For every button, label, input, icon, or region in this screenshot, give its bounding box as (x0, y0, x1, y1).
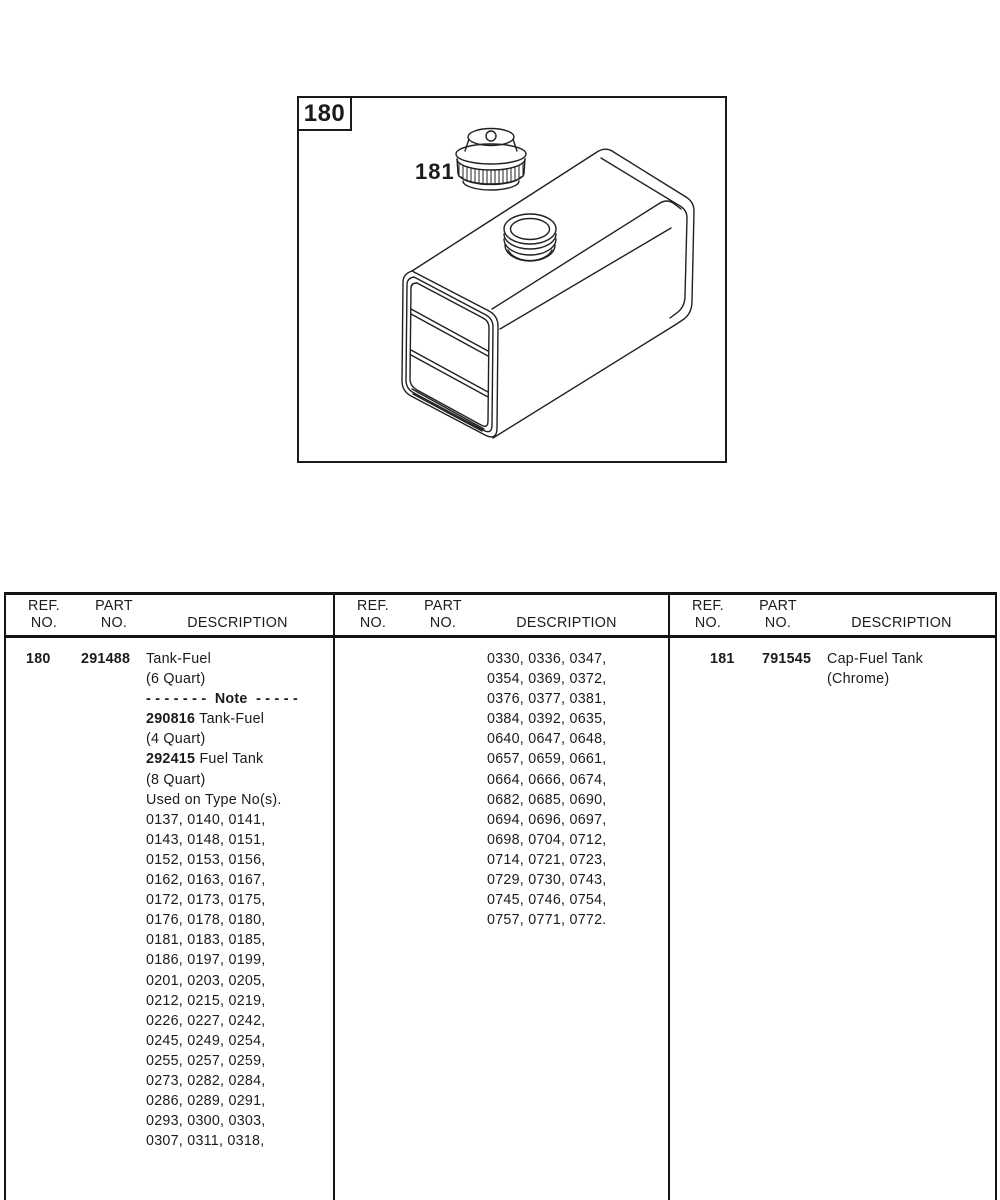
table-column-group-3 (670, 595, 995, 1200)
fuel-cap-drawing (456, 129, 526, 191)
description-line: 0640, 0647, 0648, (487, 731, 607, 748)
figure-ref-label: 180 (297, 96, 352, 131)
description-line: 0152, 0153, 0156, (146, 851, 266, 868)
description-line: - - - - - - - Note - - - - - (146, 691, 299, 708)
header-part-no: PART NO. (95, 598, 133, 631)
description-line: Cap-Fuel Tank (827, 651, 923, 667)
description-line: 0273, 0282, 0284, (146, 1072, 266, 1089)
description-line: 0212, 0215, 0219, (146, 992, 266, 1009)
table-column-group-1 (6, 595, 333, 1200)
header-description: DESCRIPTION (851, 615, 952, 631)
description-line: 0664, 0666, 0674, (487, 771, 607, 788)
cap-callout-label: 181 (415, 159, 455, 184)
description-line: 0330, 0336, 0347, (487, 651, 607, 667)
description-line: 0694, 0696, 0697, (487, 811, 607, 828)
description-line: (8 Quart) (146, 771, 206, 788)
description-line: 0376, 0377, 0381, (487, 691, 607, 708)
part-no-value: 791545 (762, 651, 812, 667)
filler-neck (504, 214, 556, 261)
description-line: 0384, 0392, 0635, (487, 711, 607, 728)
header-ref-no: REF. NO. (28, 598, 60, 631)
description-line: 0143, 0148, 0151, (146, 831, 266, 848)
description-line: Used on Type No(s). (146, 791, 282, 808)
description-line: 0757, 0771, 0772. (487, 912, 607, 929)
parts-table (4, 592, 997, 1200)
description-line: 0745, 0746, 0754, (487, 892, 607, 909)
description-cell (487, 649, 607, 930)
header-ref-no: REF. NO. (692, 598, 724, 631)
header-ref-no: REF. NO. (357, 598, 389, 631)
ref-no-value: 181 (710, 651, 735, 667)
description-line: (4 Quart) (146, 731, 206, 748)
description-line: 0201, 0203, 0205, (146, 972, 266, 989)
description-line: 0286, 0289, 0291, (146, 1093, 266, 1110)
description-line: (6 Quart) (146, 671, 206, 688)
header-part-no: PART NO. (759, 598, 797, 631)
description-line: 0186, 0197, 0199, (146, 952, 266, 969)
description-line: 0226, 0227, 0242, (146, 1012, 266, 1029)
description-line: 0293, 0300, 0303, (146, 1113, 266, 1130)
header-description: DESCRIPTION (516, 615, 617, 631)
description-line: 0354, 0369, 0372, (487, 671, 607, 688)
description-line: 0162, 0163, 0167, (146, 872, 266, 889)
description-line: (Chrome) (827, 671, 890, 688)
fuel-tank-body-drawing (402, 149, 694, 438)
table-column-group-2 (335, 595, 668, 1200)
description-line: 0255, 0257, 0259, (146, 1052, 266, 1069)
part-no-value: 291488 (81, 651, 131, 667)
description-line: Tank-Fuel (146, 651, 212, 667)
description-line: 0137, 0140, 0141, (146, 811, 266, 828)
description-line: 0682, 0685, 0690, (487, 791, 607, 808)
description-line: 0729, 0730, 0743, (487, 872, 607, 889)
description-line: 0181, 0183, 0185, (146, 932, 266, 949)
description-line: 290816 Tank-Fuel (146, 711, 265, 728)
description-line: 0657, 0659, 0661, (487, 751, 607, 768)
description-line: 0714, 0721, 0723, (487, 851, 607, 868)
description-line: 292415 Fuel Tank (146, 751, 264, 768)
description-cell (146, 649, 298, 1151)
ref-no-value: 180 (26, 651, 51, 667)
description-line: 0307, 0311, 0318, (146, 1133, 265, 1150)
fuel-tank-diagram (299, 98, 725, 461)
description-line: 0172, 0173, 0175, (146, 892, 266, 909)
description-line: 0245, 0249, 0254, (146, 1032, 266, 1049)
header-part-no: PART NO. (424, 598, 462, 631)
description-line: 0698, 0704, 0712, (487, 831, 607, 848)
figure-frame (297, 96, 727, 463)
description-cell (827, 649, 923, 689)
description-line: 0176, 0178, 0180, (146, 912, 266, 929)
header-description: DESCRIPTION (187, 615, 288, 631)
